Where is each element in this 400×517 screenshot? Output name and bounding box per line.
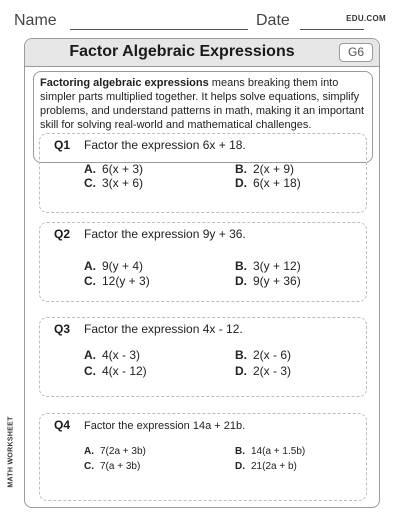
option-text: 9(y + 36): [253, 274, 301, 288]
option-b[interactable]: [235, 446, 305, 457]
question-card-1: [39, 133, 367, 213]
option-letter: C.: [84, 364, 96, 378]
date-line[interactable]: [300, 29, 364, 30]
option-text: 21(2a + b): [251, 461, 297, 472]
intro-text: means breaking them into simpler parts multiplied together. It helps solve equations, simplify problems, and understand patterns in math, making it an important skill for solving real-world and mathematical challenges.: [40, 77, 365, 131]
option-text: 6(x + 18): [253, 176, 301, 190]
option-c[interactable]: [84, 274, 150, 288]
option-c[interactable]: [84, 364, 147, 378]
side-label-text: MATH WORKSHEET: [7, 416, 15, 488]
option-letter: D.: [235, 176, 247, 190]
question-text: Factor the expression 14a + 21b.: [84, 420, 246, 432]
option-letter: B.: [235, 348, 247, 362]
option-text: 3(y + 12): [253, 259, 301, 273]
option-letter: B.: [235, 446, 245, 457]
option-letter: D.: [235, 461, 245, 472]
option-text: 6(x + 3): [102, 162, 144, 176]
option-text: 7(a + 3b): [100, 461, 141, 472]
option-text: 3(x + 6): [102, 176, 144, 190]
question-number: Q3: [54, 322, 71, 336]
option-text: 2(x - 6): [253, 348, 292, 362]
option-text: 14(a + 1.5b): [251, 446, 306, 457]
side-label: [6, 412, 16, 492]
option-d[interactable]: [235, 274, 301, 288]
option-letter: D.: [235, 274, 247, 288]
option-a[interactable]: [84, 348, 140, 362]
option-letter: B.: [235, 162, 247, 176]
option-letter: A.: [84, 446, 94, 457]
option-text: 2(x - 3): [253, 364, 292, 378]
question-text: Factor the expression 9y + 36.: [84, 227, 246, 241]
question-number: Q4: [54, 418, 71, 432]
option-letter: A.: [84, 162, 96, 176]
header-row: [14, 12, 386, 34]
option-d[interactable]: [235, 461, 297, 472]
option-letter: A.: [84, 259, 96, 273]
question-number: Q1: [54, 138, 71, 152]
option-letter: C.: [84, 274, 96, 288]
question-text: Factor the expression 4x - 12.: [84, 322, 243, 336]
option-text: 2(x + 9): [253, 162, 295, 176]
brand-logo: EDU.COM: [346, 14, 386, 23]
worksheet-frame: [24, 38, 380, 508]
option-text: 4(x - 12): [102, 364, 147, 378]
option-letter: A.: [84, 348, 96, 362]
option-text: 7(2a + 3b): [100, 446, 146, 457]
option-letter: C.: [84, 176, 96, 190]
option-letter: D.: [235, 364, 247, 378]
date-label: Date: [256, 12, 290, 29]
option-d[interactable]: [235, 176, 301, 190]
question-number: Q2: [54, 227, 71, 241]
name-label: Name: [14, 12, 57, 29]
option-a[interactable]: [84, 446, 146, 457]
option-letter: B.: [235, 259, 247, 273]
intro-term: Factoring algebraic expressions: [40, 77, 209, 89]
option-a[interactable]: [84, 162, 143, 176]
grade-badge: G6: [339, 43, 373, 62]
question-card-3: [39, 317, 367, 397]
name-line[interactable]: [70, 29, 248, 30]
option-text: 12(y + 3): [102, 274, 150, 288]
option-d[interactable]: [235, 364, 291, 378]
option-c[interactable]: [84, 176, 143, 190]
worksheet-title: Factor Algebraic Expressions: [69, 43, 295, 60]
option-c[interactable]: [84, 461, 140, 472]
question-text: Factor the expression 6x + 18.: [84, 138, 246, 152]
title-bar: [25, 39, 379, 67]
question-card-2: [39, 222, 367, 302]
question-card-4: [39, 413, 367, 501]
option-a[interactable]: [84, 259, 143, 273]
option-text: 4(x - 3): [102, 348, 141, 362]
option-b[interactable]: [235, 259, 301, 273]
option-b[interactable]: [235, 348, 291, 362]
option-letter: C.: [84, 461, 94, 472]
option-text: 9(y + 4): [102, 259, 144, 273]
option-b[interactable]: [235, 162, 294, 176]
